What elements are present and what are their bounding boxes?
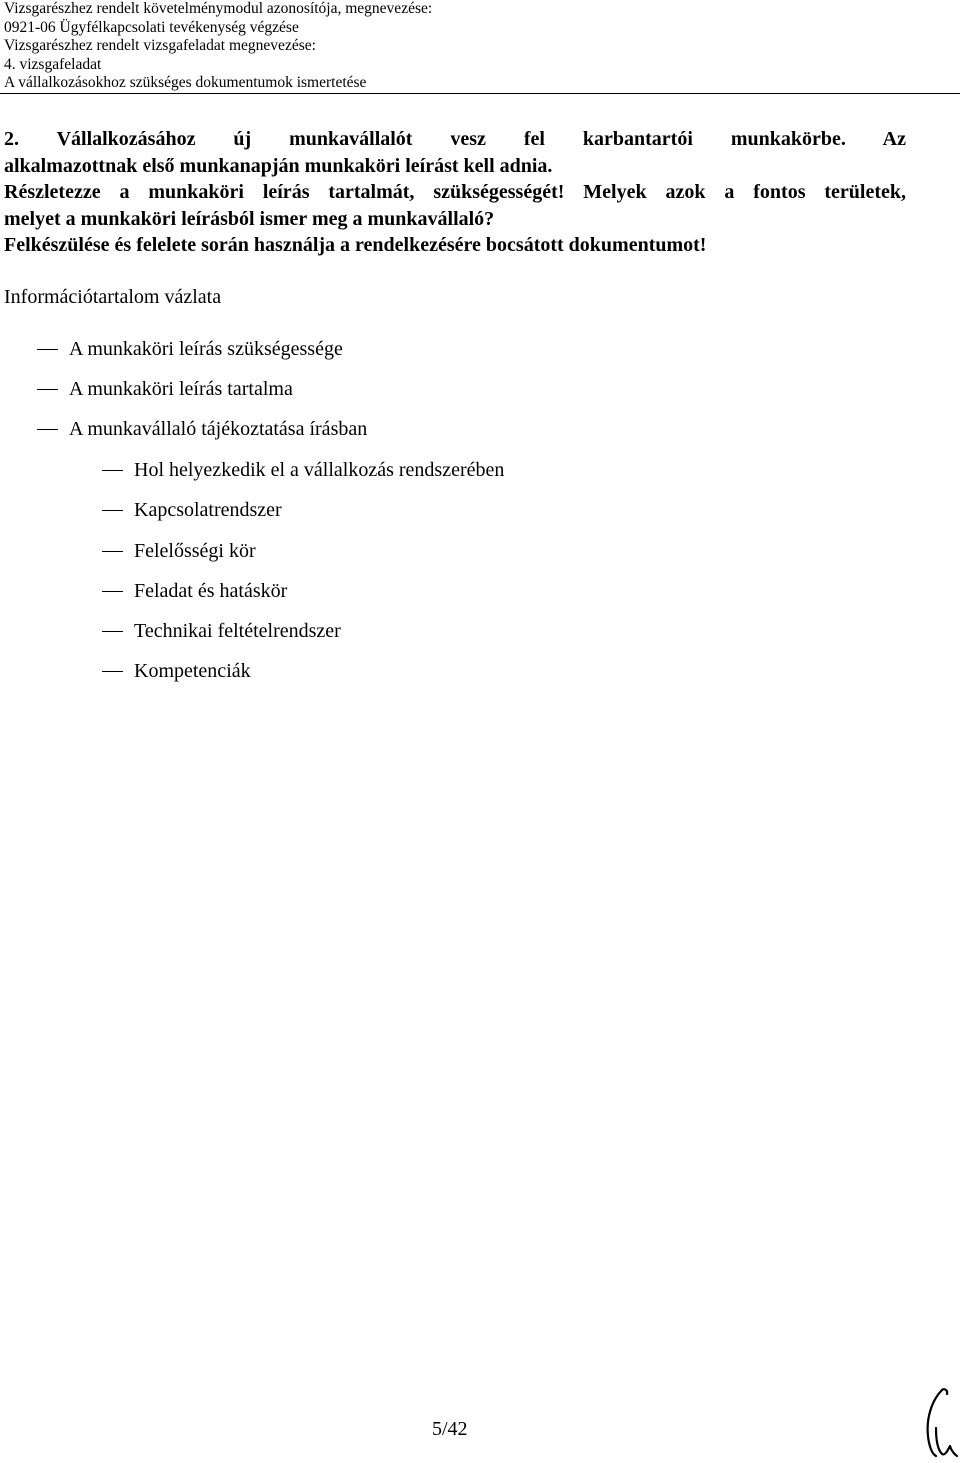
outline-item-label: A munkaköri leírás tartalma (69, 378, 293, 400)
outline-title: Információtartalom vázlata (4, 286, 222, 308)
outline-subitem-label: Felelősségi kör (134, 540, 256, 562)
dash-bullet-icon (102, 510, 123, 511)
outline-subitem (102, 538, 256, 564)
dash-bullet-icon (37, 349, 58, 350)
header-divider (0, 93, 960, 94)
task-line: 2. Vállalkozásához új munkavállalót vesz fel karbantartói munkakörbe. Az (4, 128, 906, 150)
page-number: 5/42 (432, 1418, 468, 1440)
document-header (4, 0, 944, 93)
task-line: melyet a munkaköri leírásból ismer meg a munkavállaló? (4, 207, 495, 230)
task-line: Felkészülése és felelete során használja a rendelkezésére bocsátott dokumentumot! (4, 234, 707, 256)
task-line: alkalmazottnak első munkanapján munkaköri leírást kell adnia. (4, 154, 553, 177)
dash-bullet-icon (102, 591, 123, 592)
outline-subitem (102, 618, 341, 644)
dash-bullet-icon (102, 631, 123, 632)
outline-subitem (102, 658, 251, 684)
dash-bullet-icon (102, 551, 123, 552)
outline-subitem (102, 457, 504, 483)
header-module-label: Vizsgarészhez rendelt követelménymodul azonosítója, megnevezése: (4, 0, 433, 17)
header-module-name: 0921-06 Ügyfélkapcsolati tevékenység végzése (4, 18, 299, 36)
header-task-label: Vizsgarészhez rendelt vizsgafeladat megnevezése: (4, 37, 316, 54)
outline-subitem-label: Kompetenciák (134, 660, 251, 682)
dash-bullet-icon (37, 389, 58, 390)
outline-subitem-label: Feladat és hatáskör (134, 580, 288, 602)
outline-subitem (102, 578, 287, 604)
task-line: Részletezze a munkaköri leírás tartalmát, szükségességét! Melyek azok a fontos területek, (4, 181, 906, 203)
dash-bullet-icon (37, 429, 58, 430)
outline-subitem-label: Technikai feltételrendszer (134, 620, 341, 642)
outline-item (37, 416, 367, 442)
header-task-title: A vállalkozásokhoz szükséges dokumentumok ismertetése (4, 74, 367, 91)
outline-item (37, 336, 343, 362)
outline-subitem (102, 497, 282, 523)
outline-item-label: A munkaköri leírás szükségessége (69, 338, 343, 360)
outline-subitem-label: Hol helyezkedik el a vállalkozás rendszerében (134, 459, 505, 481)
task-description (4, 126, 906, 259)
dash-bullet-icon (102, 671, 123, 672)
outline-item-label: A munkavállaló tájékoztatása írásban (69, 418, 368, 440)
outline-item (37, 376, 293, 402)
signature-mark (918, 1384, 958, 1460)
dash-bullet-icon (102, 470, 123, 471)
outline-subitem-label: Kapcsolatrendszer (134, 499, 282, 521)
header-task-number: 4. vizsgafeladat (4, 55, 102, 73)
